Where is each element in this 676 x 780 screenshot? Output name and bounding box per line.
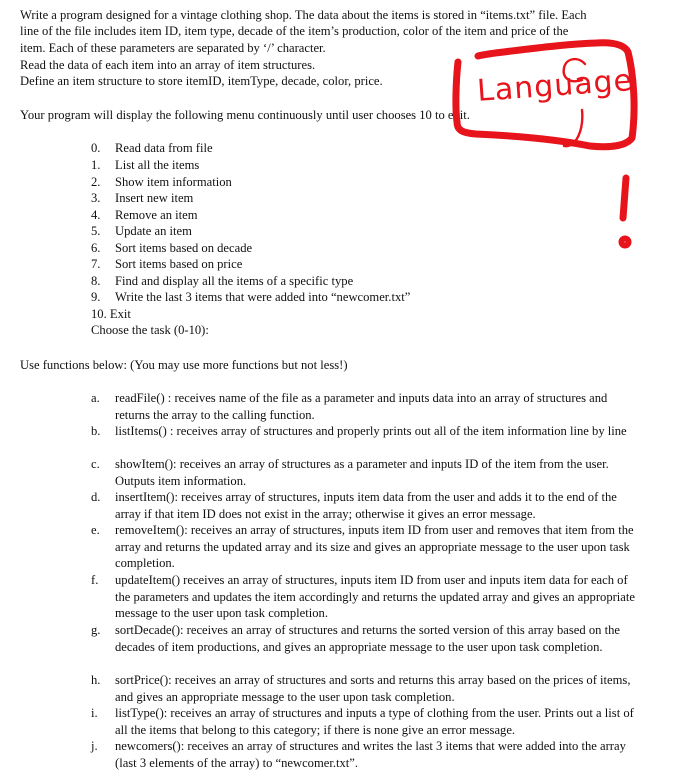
function-description: readFile() : receives name of the file as a parameter and inputs data into an array of structures and returns the array to the calling function. <box>115 391 608 422</box>
function-description: showItem(): receives an array of structures as a parameter and inputs ID of the item from the user. Outputs item information. <box>115 457 609 488</box>
function-letter: g. <box>91 623 101 637</box>
intro-line-3: item. Each of these parameters are separated by ‘/’ character. <box>20 41 326 55</box>
menu-prompt: Choose the task (0-10): <box>91 323 209 337</box>
function-letter: i. <box>91 706 98 720</box>
menu-item-text: Sort items based on decade <box>115 241 253 255</box>
function-description: removeItem(): receives an array of structures, inputs item ID from user and removes that item from the array and returns the updated array and its size and gives an appropriate message to the user upon task completion. <box>115 523 634 570</box>
menu-item-text: Read data from file <box>115 141 213 155</box>
function-letter: a. <box>91 391 100 405</box>
menu-item-text: Sort items based on price <box>115 257 243 271</box>
function-letter: c. <box>91 457 100 471</box>
annotation-word: Language <box>476 63 635 109</box>
menu-item-text: Remove an item <box>115 208 198 222</box>
exclamation-stroke <box>623 178 626 218</box>
menu-item-number: 5. <box>91 224 101 238</box>
intro-line-5: Define an item structure to store itemID, itemType, decade, color, price. <box>20 74 383 88</box>
function-description: listItems() : receives array of structures and properly prints out all of the item information line by line <box>115 424 627 438</box>
menu-item-text: Update an item <box>115 224 192 238</box>
menu-item-text: Show item information <box>115 175 232 189</box>
menu-item-number: 2. <box>91 175 101 189</box>
function-description: listType(): receives an array of structures and inputs a type of clothing from the user. Prints out a list of all the items that belong to this category; if there is none give an error message. <box>115 706 634 737</box>
menu-item-number: 0. <box>91 141 101 155</box>
function-letter: b. <box>91 424 101 438</box>
menu-item-number: 4. <box>91 208 101 222</box>
menu-item-text: Insert new item <box>115 191 194 205</box>
menu-item-text: Find and display all the items of a specific type <box>115 274 354 288</box>
menu-exit-item: 10. Exit <box>91 307 131 321</box>
function-letter: h. <box>91 673 101 687</box>
exclamation-dot <box>622 239 628 245</box>
function-description: insertItem(): receives array of structures, inputs item data from the user and adds it to the end of the array if that item ID does not exist in the array; otherwise it gives an error message. <box>115 490 617 521</box>
menu-item-number: 7. <box>91 257 101 271</box>
intro-line-2: line of the file includes item ID, item type, decade of the item’s production, color of the item and price of the <box>20 24 569 38</box>
intro-line-4: Read the data of each item into an array of item structures. <box>20 58 316 72</box>
intro-line-1: Write a program designed for a vintage clothing shop. The data about the items is stored in “items.txt” file. Each <box>20 8 587 22</box>
function-letter: e. <box>91 523 100 537</box>
function-description: newcomers(): receives an array of structures and writes the last 3 items that were added into the array (last 3 elements of the array) to “newcomer.txt”. <box>115 739 626 770</box>
menu-item-number: 8. <box>91 274 101 288</box>
menu-item-number: 1. <box>91 158 101 172</box>
function-letter: j. <box>91 739 98 753</box>
menu-item-number: 9. <box>91 290 101 304</box>
menu-intro-sentence: Your program will display the following menu continuously until user chooses 10 to exit. <box>20 108 470 122</box>
menu-item-text: List all the items <box>115 158 200 172</box>
function-description: sortDecade(): receives an array of structures and returns the sorted version of this array based on the decades of item productions, and gives an appropriate message to the user upon task completion. <box>115 623 620 654</box>
menu-item-number: 6. <box>91 241 101 255</box>
function-description: updateItem() receives an array of structures, inputs item ID from user and inputs item data for each of the parameters and updates the item accordingly and returns the updated array and gives an appropriate message to the user upon task completion. <box>115 573 635 620</box>
function-letter: d. <box>91 490 101 504</box>
functions-heading: Use functions below: (You may use more functions but not less!) <box>20 358 348 372</box>
menu-item-number: 3. <box>91 191 101 205</box>
function-letter: f. <box>91 573 99 587</box>
function-description: sortPrice(): receives an array of structures and sorts and returns this array based on the prices of items, and gives an appropriate message to the user upon task completion. <box>115 673 631 704</box>
menu-item-text: Write the last 3 items that were added into “newcomer.txt” <box>115 290 411 304</box>
